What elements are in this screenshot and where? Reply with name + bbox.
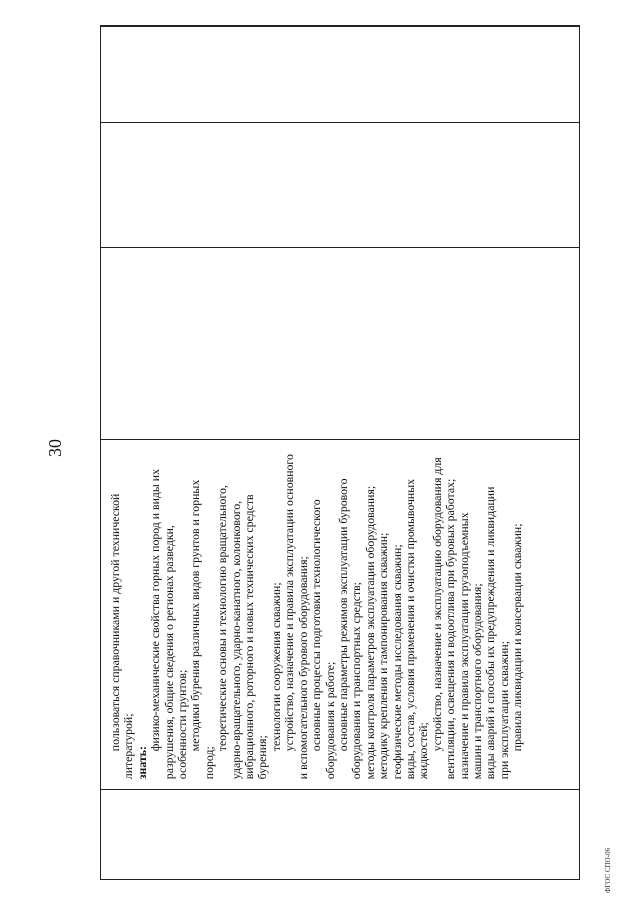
requirement-line: технологии сооружения скважин; [268, 582, 283, 752]
table-cell-module [101, 27, 579, 123]
requirement-line: геофизические методы исследования скважин; [389, 544, 404, 780]
requirement-line: жидкостей; [416, 722, 431, 780]
requirement-line: назначение и правила эксплуатации грузоподъемных [456, 512, 471, 780]
requirement-line: бурения; [255, 735, 270, 780]
requirement-line: основные процессы подготовки технологического [309, 499, 324, 752]
document-code: ФГОС СПО-06 [604, 847, 612, 893]
requirement-line: оборудования к работе; [322, 661, 337, 780]
curriculum-table [100, 25, 580, 880]
requirement-line: особенности грунтов; [175, 669, 190, 780]
requirement-line: методы контроля параметров эксплуатации оборудования; [362, 485, 377, 780]
requirement-line: вентиляции, освещения и водоотлива при буровых работах; [443, 478, 458, 780]
requirement-line: виды аварий и способы их предупреждения и ликвидации [483, 486, 498, 780]
table-cell-index [101, 790, 579, 879]
requirement-line: правила ликвидации и консервации скважин; [510, 523, 525, 752]
requirement-line: ударно-вращательного, ударно-канатного, колонкового, [228, 500, 243, 780]
requirement-line: виды, состав, условия применения и очистки промывочных [402, 478, 417, 780]
requirement-line: вибрационного, роторного и новых технических средств [242, 494, 257, 780]
requirement-line: оборудования и транспортных средств; [349, 582, 364, 780]
requirement-line: устройство, назначение и правила эксплуатации основного [282, 454, 297, 752]
requirement-line: теоретические основы и технологию вращательного, [215, 485, 230, 752]
requirement-line: машин и транспортного оборудования; [469, 583, 484, 780]
requirement-line: основные параметры режимов эксплуатации бурового [335, 478, 350, 752]
requirement-line: разрушения, общие сведения о регионах разведки, [161, 525, 176, 780]
requirement-line: и вспомогательного бурового оборудования; [295, 556, 310, 780]
table-cell-requirements [101, 440, 579, 791]
page-number: 30 [45, 439, 65, 457]
table-cell-hours [101, 123, 579, 248]
table-cell-competencies [101, 26, 579, 27]
table-cell-discipline [101, 248, 579, 440]
requirement-line: пользоваться справочниками и другой технической [108, 493, 122, 752]
requirements-text [109, 446, 525, 780]
requirement-line: литературой; [121, 713, 136, 780]
requirement-line: методики бурения различных видов грунтов и горных [188, 479, 203, 752]
requirement-line: методику крепления и тампонирования скважин; [376, 532, 391, 780]
requirement-line: устройство, назначение и эксплуатацию оборудования для [429, 457, 444, 752]
requirement-line: физико-механические свойства горных пород и виды их [148, 469, 163, 752]
requirement-line: знать: [134, 746, 149, 780]
requirement-line: при эксплуатации скважин; [496, 641, 511, 780]
requirement-line: пород; [201, 746, 216, 780]
